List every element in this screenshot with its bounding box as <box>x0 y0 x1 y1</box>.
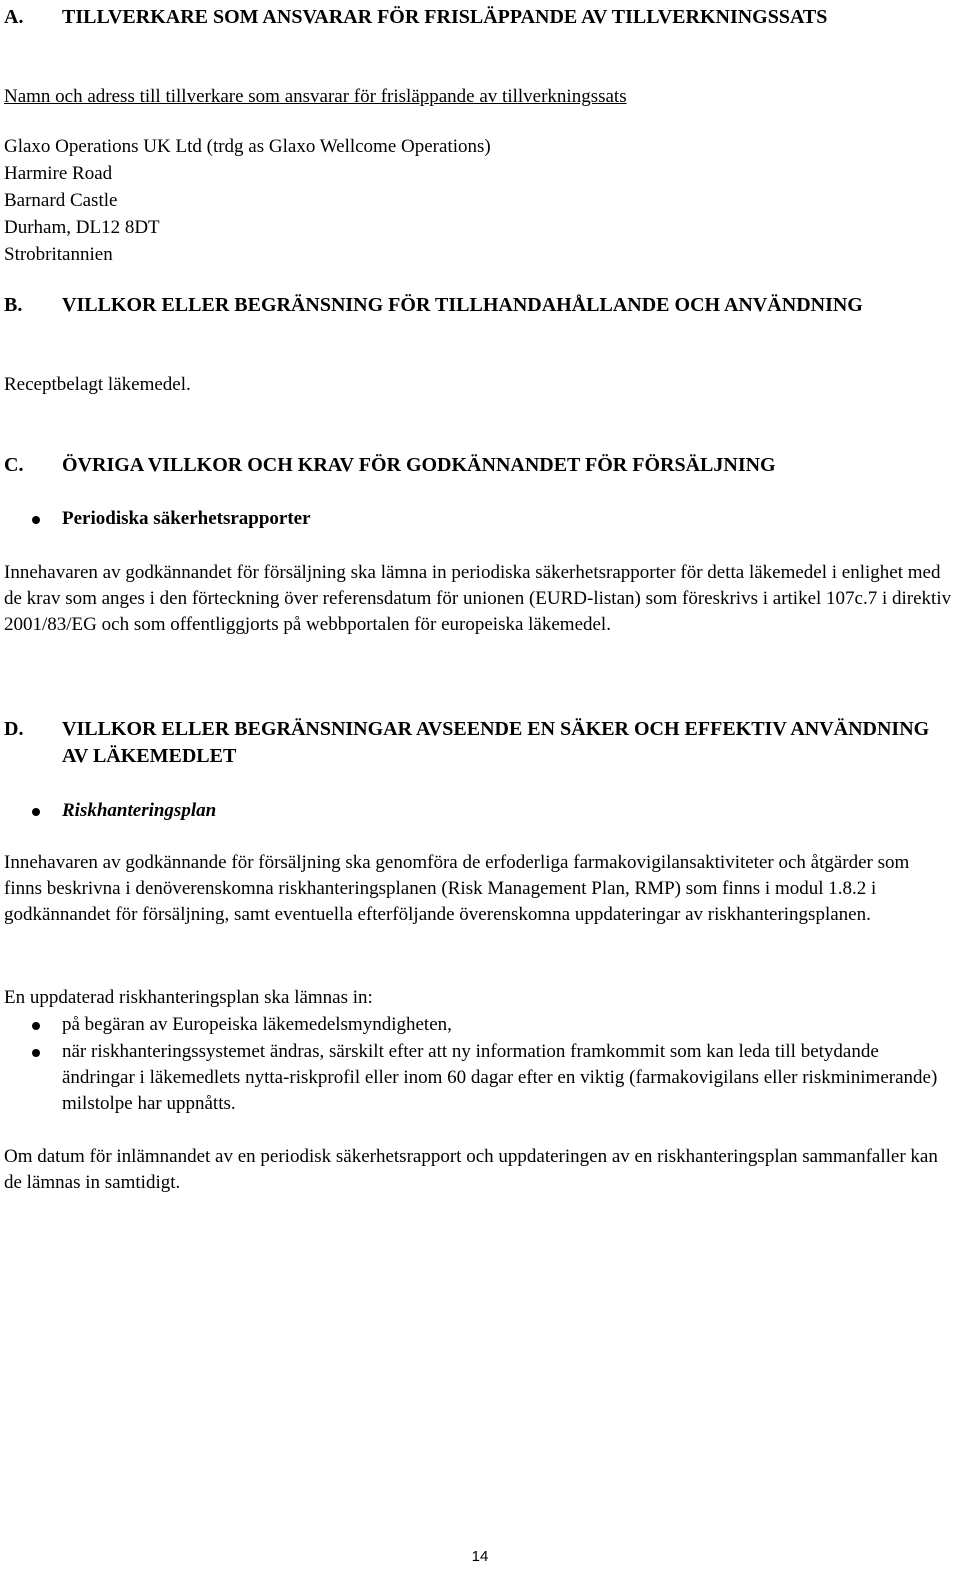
section-c-bullet-text: Periodiska säkerhetsrapporter <box>62 508 311 529</box>
manufacturer-subheading: Namn och adress till tillverkare som ansvarar för frisläppande av tillverkningssats <box>4 86 627 107</box>
address-line-2: Harmire Road <box>4 163 113 184</box>
bullet-icon <box>32 516 40 524</box>
section-d-bullet <box>0 798 952 824</box>
page-number: 14 <box>471 1548 489 1565</box>
list-item <box>0 1012 952 1038</box>
section-d-paragraph-2: En uppdaterad riskhanteringsplan ska lämnas in: <box>4 987 373 1008</box>
section-b-heading <box>4 292 944 319</box>
section-b-title: VILLKOR ELLER BEGRÄNSNING FÖR TILLHANDAHÅLLANDE OCH ANVÄNDNING <box>62 294 863 316</box>
section-c-bullet <box>0 506 952 532</box>
section-d-paragraph-3: Om datum för inlämnandet av en periodisk säkerhetsrapport och uppdateringen av en riskhanteringsplan sammanfaller kan de lämnas in samtidigt. <box>4 1146 938 1193</box>
list-item-text: när riskhanteringssystemet ändras, särskilt efter att ny information framkommit som kan leda till betydande ändringar i läkemedlets nytta-riskprofil eller inom 60 dagar efter en viktig (farmakovigilans eller riskminimerande) milstolpe har uppnåtts. <box>62 1041 938 1114</box>
bullet-icon <box>32 1022 40 1030</box>
section-b-letter: B. <box>4 294 23 316</box>
bullet-icon <box>32 1049 40 1057</box>
section-b-text: Receptbelagt läkemedel. <box>4 374 191 395</box>
address-line-1: Glaxo Operations UK Ltd (trdg as Glaxo Wellcome Operations) <box>4 136 491 157</box>
section-c-paragraph: Innehavaren av godkännandet för försäljning ska lämna in periodiska säkerhetsrapporter för detta läkemedel i enlighet med de krav som anges i den förteckning över referensdatum för unionen (EURD-listan) som föreskrivs i artikel 107c.7 i direktiv 2001/83/EG och som offentliggjorts på webbportalen för europeiska läkemedel. <box>4 562 952 635</box>
section-d-bullet-text: Riskhanteringsplan <box>62 800 217 821</box>
section-d-letter: D. <box>4 718 24 740</box>
section-d-paragraph-1: Innehavaren av godkännande för försäljning ska genomföra de erfoderliga farmakovigilansaktiviteter och åtgärder som finns beskrivna i denöverenskomna riskhanteringsplanen (Risk Management Plan, RMP) som finns i modul 1.8.2 i godkännandet för försäljning, samt eventuella efterföljande överenskomna uppdateringar av riskhanteringsplanen. <box>4 852 910 925</box>
section-c-heading <box>4 452 944 479</box>
section-d-heading <box>4 716 944 770</box>
list-item-text: på begäran av Europeiska läkemedelsmyndigheten, <box>62 1014 452 1035</box>
address-line-3: Barnard Castle <box>4 190 118 211</box>
address-line-4: Durham, DL12 8DT <box>4 217 160 238</box>
section-c-letter: C. <box>4 454 24 476</box>
section-c-title: ÖVRIGA VILLKOR OCH KRAV FÖR GODKÄNNANDET FÖR FÖRSÄLJNING <box>62 454 776 476</box>
section-a-letter: A. <box>4 6 24 28</box>
address-line-5: Strobritannien <box>4 244 113 265</box>
list-item <box>0 1039 952 1117</box>
section-d-title: VILLKOR ELLER BEGRÄNSNINGAR AVSEENDE EN SÄKER OCH EFFEKTIV ANVÄNDNING AV LÄKEMEDLET <box>62 718 930 767</box>
section-a-heading <box>4 4 944 31</box>
section-a-title: TILLVERKARE SOM ANSVARAR FÖR FRISLÄPPANDE AV TILLVERKNINGSSATS <box>62 6 828 28</box>
bullet-icon <box>32 808 40 816</box>
